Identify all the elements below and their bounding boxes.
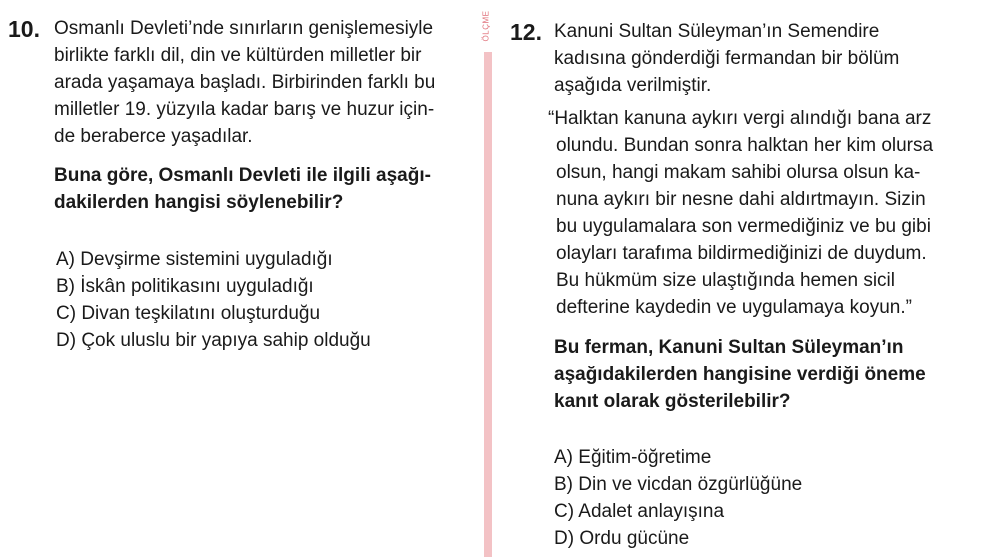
q10-option-d[interactable]: D) Çok uluslu bir yapıya sahip olduğu — [56, 330, 371, 351]
q10-option-b[interactable]: B) İskân politikasını uyguladığı — [56, 276, 314, 297]
q12-option-d[interactable]: D) Ordu gücüne — [554, 528, 690, 549]
q12-question-line-3: kanıt olarak gösterilebilir? — [554, 391, 791, 412]
q12-question-line-2: aşağıdakilerden hangisine verdiği öneme — [554, 364, 926, 385]
q12-stem-line-2: kadısına gönderdiği fermandan bir bölüm — [554, 48, 900, 69]
q10-question-line-2: dakilerden hangisi söylenebilir? — [54, 192, 344, 213]
q10-stem-line-4: milletler 19. yüzyıla kadar barış ve huzur için- — [54, 99, 435, 120]
q10-stem-line-2: birlikte farklı dil, din ve kültürden milletler bir — [54, 45, 422, 66]
question-10-number: 10. — [8, 16, 40, 42]
q12-quote-line-4: nuna aykırı bir nesne dahi aldırtmayın. Sizin — [556, 189, 926, 210]
sidebar-label-text: ÖLÇME — [481, 10, 491, 42]
q12-quote-line-7: Bu hükmüm size ulaştığında hemen sicil — [556, 270, 895, 291]
q12-quote-line-6: olayları tarafıma bildirmediğinizi de duydum. — [556, 243, 927, 264]
q12-option-b[interactable]: B) Din ve vicdan özgürlüğüne — [554, 474, 803, 495]
q12-quote-line-3: olsun, hangi makam sahibi olursa olsun ka- — [556, 162, 921, 183]
q12-question-line-1: Bu ferman, Kanuni Sultan Süleyman’ın — [554, 337, 904, 358]
q10-stem-line-5: de beraberce yaşadılar. — [54, 126, 253, 147]
q10-stem-line-3: arada yaşamaya başladı. Birbirinden farklı bu — [54, 72, 436, 93]
question-12-number: 12. — [510, 19, 542, 45]
sidebar-vertical-label — [478, 4, 494, 48]
q12-quote-line-5: bu uygulamalara son vermediğiniz ve bu gibi — [556, 216, 931, 237]
column-divider — [484, 52, 492, 557]
q12-option-c[interactable]: C) Adalet anlayışına — [554, 501, 725, 522]
q12-quote-line-1: “Halktan kanuna aykırı vergi alındığı bana arz — [548, 108, 932, 129]
q12-option-a[interactable]: A) Eğitim-öğretime — [554, 447, 712, 468]
q10-question-line-1: Buna göre, Osmanlı Devleti ile ilgili aşağı- — [54, 165, 431, 186]
q10-stem-line-1: Osmanlı Devleti’nde sınırların genişlemesiyle — [54, 18, 434, 39]
q12-stem-line-3: aşağıda verilmiştir. — [554, 75, 712, 96]
q10-option-a[interactable]: A) Devşirme sistemini uyguladığı — [56, 249, 333, 270]
q12-stem-line-1: Kanuni Sultan Süleyman’ın Semendire — [554, 21, 880, 42]
q12-quote-line-8: defterine kaydedin ve uygulamaya koyun.” — [556, 297, 912, 318]
q12-quote-line-2: olundu. Bundan sonra halktan her kim olursa — [556, 135, 934, 156]
q10-option-c[interactable]: C) Divan teşkilatını oluşturduğu — [56, 303, 321, 324]
